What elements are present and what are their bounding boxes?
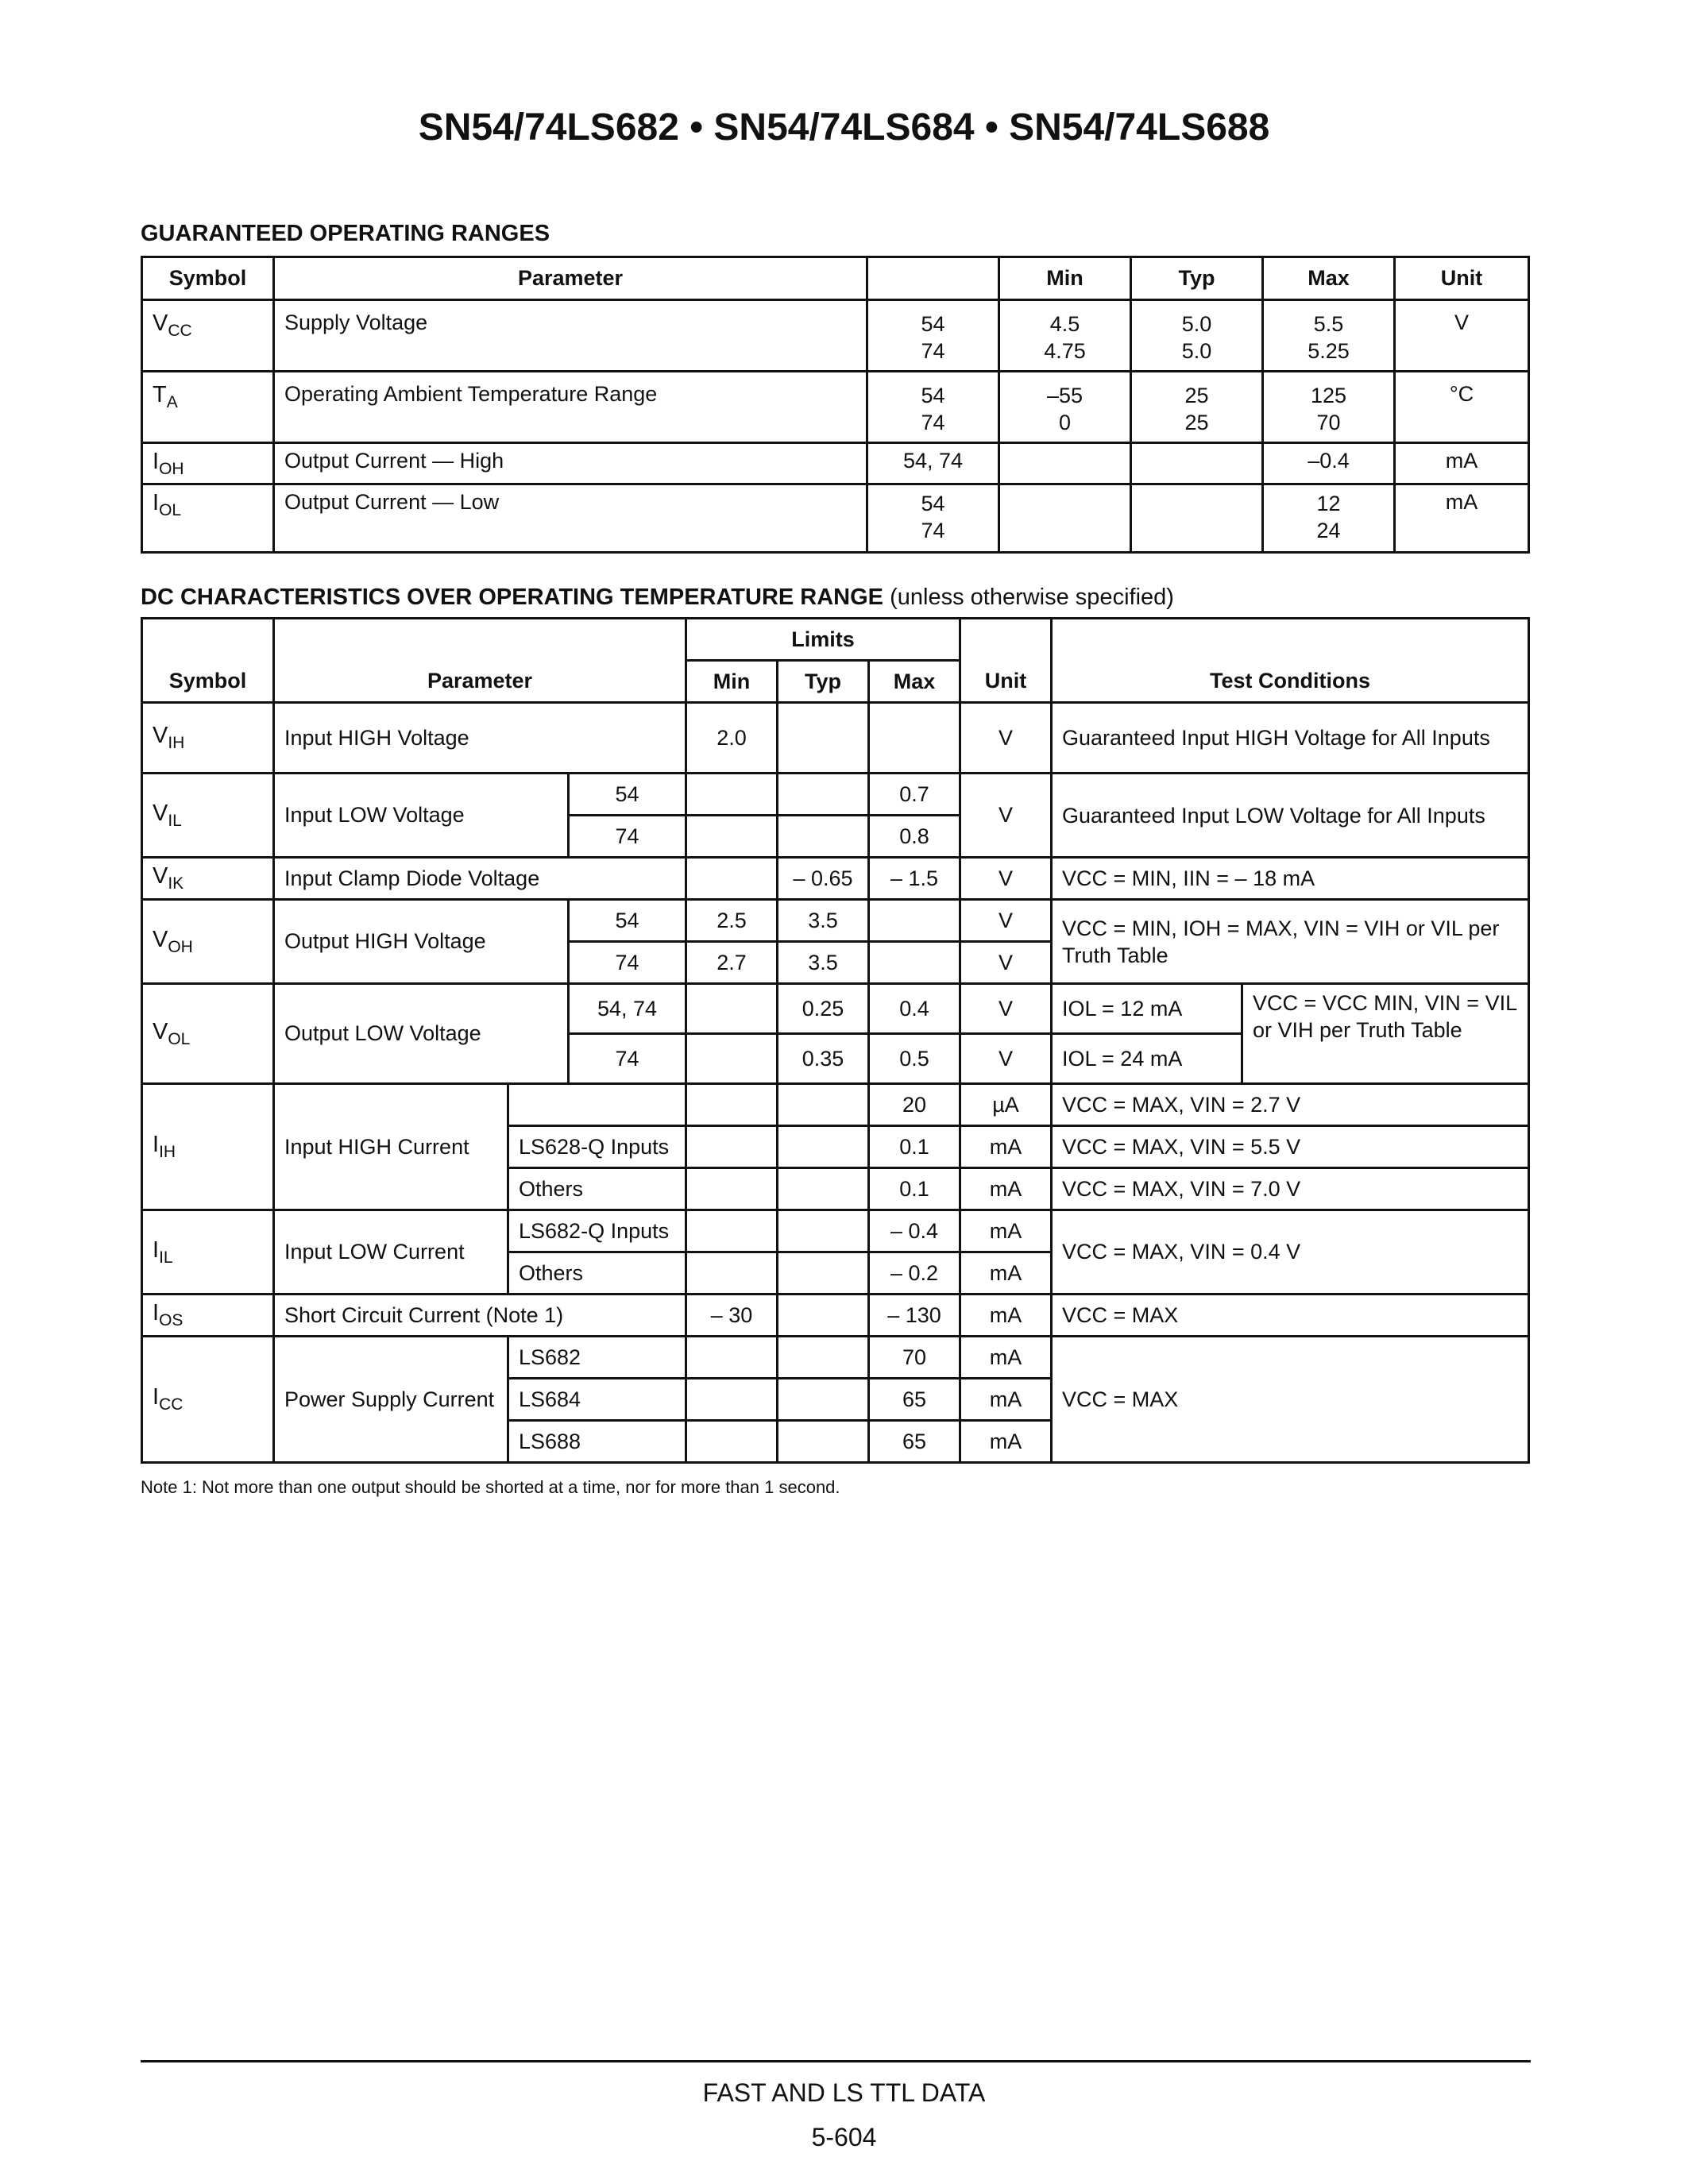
device-cell: LS688	[508, 1421, 686, 1463]
typ-cell: 3.5	[778, 900, 869, 942]
device-cell: 74	[569, 816, 686, 858]
table-row	[142, 900, 1529, 942]
parameter-cell: Short Circuit Current (Note 1)	[274, 1295, 686, 1337]
unit-cell: mA	[960, 1252, 1052, 1295]
min-cell	[686, 1421, 778, 1463]
min-cell: 2.0	[686, 703, 778, 774]
unit-cell: mA	[1395, 443, 1529, 484]
unit-cell: V	[1395, 300, 1529, 372]
page-number: 5-604	[811, 2123, 877, 2151]
max-cell: 5.5 5.25	[1263, 300, 1395, 372]
max-cell	[869, 703, 960, 774]
max-cell: – 0.2	[869, 1252, 960, 1295]
max-cell: 65	[869, 1379, 960, 1421]
symbol-cell: $T_A$	[142, 372, 274, 443]
parameter-cell: Output LOW Voltage	[274, 984, 569, 1084]
col-header: Parameter	[274, 257, 867, 300]
table-row	[142, 1210, 1529, 1252]
footer-divider	[141, 2060, 1531, 2062]
device-cell: 54, 74	[569, 984, 686, 1034]
max-cell: 0.4	[869, 984, 960, 1034]
min-cell	[686, 816, 778, 858]
max-cell: 0.7	[869, 774, 960, 816]
min-cell	[686, 1252, 778, 1295]
min-cell	[686, 1337, 778, 1379]
footnote: Note 1: Not more than one output should be shorted at a time, nor for more than 1 second.	[141, 1477, 840, 1497]
unit-cell: V	[960, 984, 1052, 1034]
device-cell: LS628-Q Inputs	[508, 1126, 686, 1168]
col-header: Unit	[960, 619, 1052, 703]
symbol-cell: $I_{OS}$	[142, 1295, 274, 1337]
unit-cell: V	[960, 858, 1052, 900]
unit-cell: V	[960, 1034, 1052, 1084]
table-row	[142, 484, 1529, 553]
typ-cell: 0.35	[778, 1034, 869, 1084]
typ-cell	[778, 1168, 869, 1210]
col-header: Limits	[686, 619, 960, 661]
device-cell: 54	[569, 774, 686, 816]
device-cell: 54	[569, 900, 686, 942]
col-header: Max	[1263, 257, 1395, 300]
max-cell: 65	[869, 1421, 960, 1463]
unit-cell: V	[960, 774, 1052, 858]
dc-characteristics-table	[141, 617, 1530, 1464]
typ-cell: 5.0 5.0	[1131, 300, 1263, 372]
symbol-cell: $V_{IK}$	[142, 858, 274, 900]
min-cell	[686, 858, 778, 900]
max-cell	[869, 900, 960, 942]
table-row	[142, 1337, 1529, 1379]
max-cell: 125 70	[1263, 372, 1395, 443]
unit-cell: mA	[960, 1379, 1052, 1421]
unit-cell: µA	[960, 1084, 1052, 1126]
table-row	[142, 774, 1529, 816]
test-conditions-cell: IOL = 12 mA	[1052, 984, 1242, 1034]
unit-cell: mA	[1395, 484, 1529, 553]
min-cell	[686, 1126, 778, 1168]
typ-cell: 0.25	[778, 984, 869, 1034]
max-cell: – 1.5	[869, 858, 960, 900]
unit-cell: mA	[960, 1421, 1052, 1463]
typ-cell	[778, 1421, 869, 1463]
device-cell: Others	[508, 1252, 686, 1295]
unit-cell: mA	[960, 1295, 1052, 1337]
parameter-cell: Input HIGH Current	[274, 1084, 508, 1210]
parameter-cell: Supply Voltage	[274, 300, 867, 372]
page-title: SN54/74LS682 • SN54/74LS684 • SN54/74LS688	[418, 106, 1270, 149]
col-header: Min	[686, 661, 778, 703]
min-cell	[686, 1379, 778, 1421]
symbol-cell: $I_{IH}$	[142, 1084, 274, 1210]
typ-cell	[778, 774, 869, 816]
device-cell: 74	[569, 1034, 686, 1084]
test-conditions-cell: Guaranteed Input LOW Voltage for All Inputs	[1052, 774, 1529, 858]
table-row	[142, 443, 1529, 484]
test-conditions-cell: VCC = MIN, IIN = – 18 mA	[1052, 858, 1529, 900]
min-cell: – 30	[686, 1295, 778, 1337]
parameter-cell: Operating Ambient Temperature Range	[274, 372, 867, 443]
col-header: Test Conditions	[1052, 619, 1529, 703]
device-cell	[508, 1084, 686, 1126]
parameter-cell: Output Current — Low	[274, 484, 867, 553]
typ-cell: 25 25	[1131, 372, 1263, 443]
max-cell: 0.8	[869, 816, 960, 858]
device-cell: LS682	[508, 1337, 686, 1379]
test-conditions-cell: IOL = 24 mA	[1052, 1034, 1242, 1084]
device-cell: LS684	[508, 1379, 686, 1421]
max-cell: – 130	[869, 1295, 960, 1337]
gor-heading: GUARANTEED OPERATING RANGES	[141, 221, 550, 246]
device-cell: 74	[569, 942, 686, 984]
table-row	[142, 703, 1529, 774]
typ-cell	[778, 1126, 869, 1168]
min-cell	[686, 1168, 778, 1210]
max-cell: 20	[869, 1084, 960, 1126]
min-cell	[686, 774, 778, 816]
parameter-cell: Output Current — High	[274, 443, 867, 484]
unit-cell: °C	[1395, 372, 1529, 443]
max-cell	[869, 942, 960, 984]
typ-cell: 3.5	[778, 942, 869, 984]
col-header: Typ	[778, 661, 869, 703]
table-row	[142, 1295, 1529, 1337]
footer-title: FAST AND LS TTL DATA	[702, 2078, 986, 2107]
min-cell	[686, 1084, 778, 1126]
typ-cell	[778, 1210, 869, 1252]
symbol-cell: $I_{IL}$	[142, 1210, 274, 1295]
table-row	[142, 300, 1529, 372]
table-header-row	[142, 257, 1529, 300]
symbol-cell: $V_{OL}$	[142, 984, 274, 1084]
unit-cell: mA	[960, 1210, 1052, 1252]
typ-cell	[778, 816, 869, 858]
typ-cell	[778, 1379, 869, 1421]
unit-cell: mA	[960, 1126, 1052, 1168]
parameter-cell: Input LOW Current	[274, 1210, 508, 1295]
max-cell: 12 24	[1263, 484, 1395, 553]
table-row	[142, 372, 1529, 443]
typ-cell: – 0.65	[778, 858, 869, 900]
max-cell: – 0.4	[869, 1210, 960, 1252]
col-header: Symbol	[142, 619, 274, 703]
parameter-cell: Input Clamp Diode Voltage	[274, 858, 686, 900]
device-cell: LS682-Q Inputs	[508, 1210, 686, 1252]
typ-cell	[1131, 443, 1263, 484]
table-row	[142, 1084, 1529, 1126]
unit-cell: V	[960, 942, 1052, 984]
min-cell: 2.7	[686, 942, 778, 984]
max-cell: 0.1	[869, 1168, 960, 1210]
parameter-cell: Output HIGH Voltage	[274, 900, 569, 984]
symbol-cell: $I_{OL}$	[142, 484, 274, 553]
col-header: Typ	[1131, 257, 1263, 300]
min-cell: 4.5 4.75	[999, 300, 1131, 372]
symbol-cell: $V_{IL}$	[142, 774, 274, 858]
parameter-cell: Input HIGH Voltage	[274, 703, 686, 774]
table-row	[142, 858, 1529, 900]
typ-cell	[1131, 484, 1263, 553]
typ-cell	[778, 1084, 869, 1126]
symbol-cell: $V_{IH}$	[142, 703, 274, 774]
typ-cell	[778, 1295, 869, 1337]
max-cell: –0.4	[1263, 443, 1395, 484]
unit-cell: mA	[960, 1168, 1052, 1210]
min-cell	[999, 484, 1131, 553]
min-cell	[999, 443, 1131, 484]
min-cell: 2.5	[686, 900, 778, 942]
test-conditions-cell: VCC = VCC MIN, VIN = VIL or VIH per Truth Table	[1242, 984, 1529, 1084]
col-header	[867, 257, 999, 300]
table-header-row	[142, 619, 1529, 661]
col-header: Min	[999, 257, 1131, 300]
col-header: Parameter	[274, 619, 686, 703]
col-header: Max	[869, 661, 960, 703]
max-cell: 0.5	[869, 1034, 960, 1084]
min-cell	[686, 1210, 778, 1252]
device-cell: 54 74	[867, 372, 999, 443]
test-conditions-cell: VCC = MAX, VIN = 7.0 V	[1052, 1168, 1529, 1210]
unit-cell: mA	[960, 1337, 1052, 1379]
symbol-cell: $I_{OH}$	[142, 443, 274, 484]
table-row	[142, 984, 1529, 1034]
max-cell: 70	[869, 1337, 960, 1379]
test-conditions-cell: VCC = MIN, IOH = MAX, VIN = VIH or VIL per Truth Table	[1052, 900, 1529, 984]
min-cell	[686, 984, 778, 1034]
min-cell: –55 0	[999, 372, 1131, 443]
col-header: Unit	[1395, 257, 1529, 300]
col-header: Symbol	[142, 257, 274, 300]
symbol-cell: $I_{CC}$	[142, 1337, 274, 1463]
test-conditions-cell: VCC = MAX, VIN = 0.4 V	[1052, 1210, 1529, 1295]
device-cell: 54 74	[867, 484, 999, 553]
test-conditions-cell: VCC = MAX, VIN = 2.7 V	[1052, 1084, 1529, 1126]
unit-cell: V	[960, 703, 1052, 774]
symbol-cell: $V_{OH}$	[142, 900, 274, 984]
device-cell: 54 74	[867, 300, 999, 372]
min-cell	[686, 1034, 778, 1084]
test-conditions-cell: VCC = MAX	[1052, 1337, 1529, 1463]
dc-heading: DC CHARACTERISTICS OVER OPERATING TEMPERATURE RANGE (unless otherwise specified)	[141, 585, 1174, 610]
typ-cell	[778, 703, 869, 774]
test-conditions-cell: VCC = MAX, VIN = 5.5 V	[1052, 1126, 1529, 1168]
typ-cell	[778, 1252, 869, 1295]
unit-cell: V	[960, 900, 1052, 942]
max-cell: 0.1	[869, 1126, 960, 1168]
test-conditions-cell: VCC = MAX	[1052, 1295, 1529, 1337]
device-cell: Others	[508, 1168, 686, 1210]
typ-cell	[778, 1337, 869, 1379]
symbol-cell: $V_{CC}$	[142, 300, 274, 372]
parameter-cell: Power Supply Current	[274, 1337, 508, 1463]
device-cell: 54, 74	[867, 443, 999, 484]
test-conditions-cell: Guaranteed Input HIGH Voltage for All Inputs	[1052, 703, 1529, 774]
operating-ranges-table	[141, 256, 1530, 554]
parameter-cell: Input LOW Voltage	[274, 774, 569, 858]
